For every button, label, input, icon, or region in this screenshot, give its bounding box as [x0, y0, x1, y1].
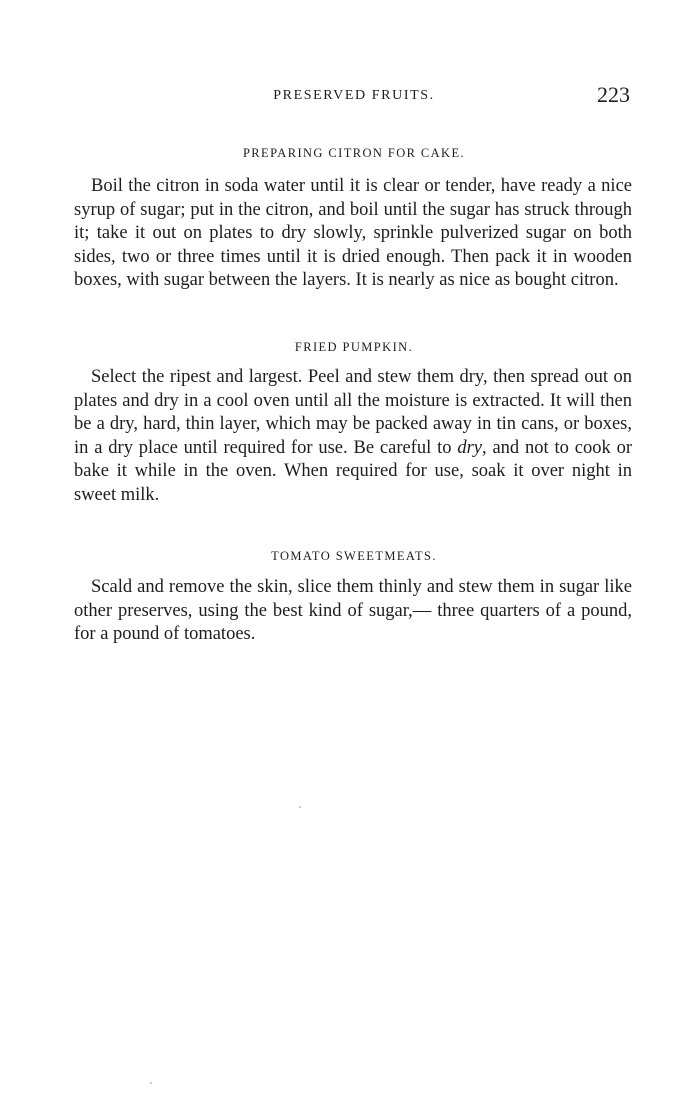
paper-speck [150, 1082, 152, 1084]
pumpkin-text-before: Select the ripest and largest. Peel and stew them dry, then spread out on plates and dry in a cool oven until all the moisture is extracted. It will then be a dry, hard, thin layer, which may be packed away in tin cans, or boxes, in a dry place until required for use. Be careful to [74, 367, 632, 458]
page-number: 223 [597, 82, 630, 107]
section-text-tomato: Scald and remove the skin, slice them thinly and stew them in sugar like other preserves, using the best kind of sugar,— three quarters of a pound, for a pound of tomatoes. [74, 577, 632, 645]
paper-speck [299, 806, 301, 808]
section-heading-tomato: TOMATO SWEETMEATS. [271, 549, 437, 563]
running-title: PRESERVED FRUITS. [273, 88, 435, 103]
pumpkin-text-after: , and not to cook or bake it while in the oven. When required for use, soak it over night in sweet milk. [74, 437, 632, 505]
section-text-citron: Boil the citron in soda water until it is clear or tender, have ready a nice syrup of sugar; put in the citron, and boil until the sugar has struck through it; take it out on plates to dry slowly, sprinkle pulverized sugar on both sides, two or three times until it is dried enough. Then pack it in wooden boxes, with sugar between the layers. It is nearly as nice as bought citron. [74, 176, 632, 291]
section-text-pumpkin [74, 366, 632, 508]
section-heading-pumpkin: FRIED PUMPKIN. [294, 340, 414, 354]
pumpkin-emphasis: dry [457, 437, 482, 458]
section-heading-citron: PREPARING CITRON FOR CAKE. [242, 146, 466, 160]
running-head [74, 84, 634, 108]
